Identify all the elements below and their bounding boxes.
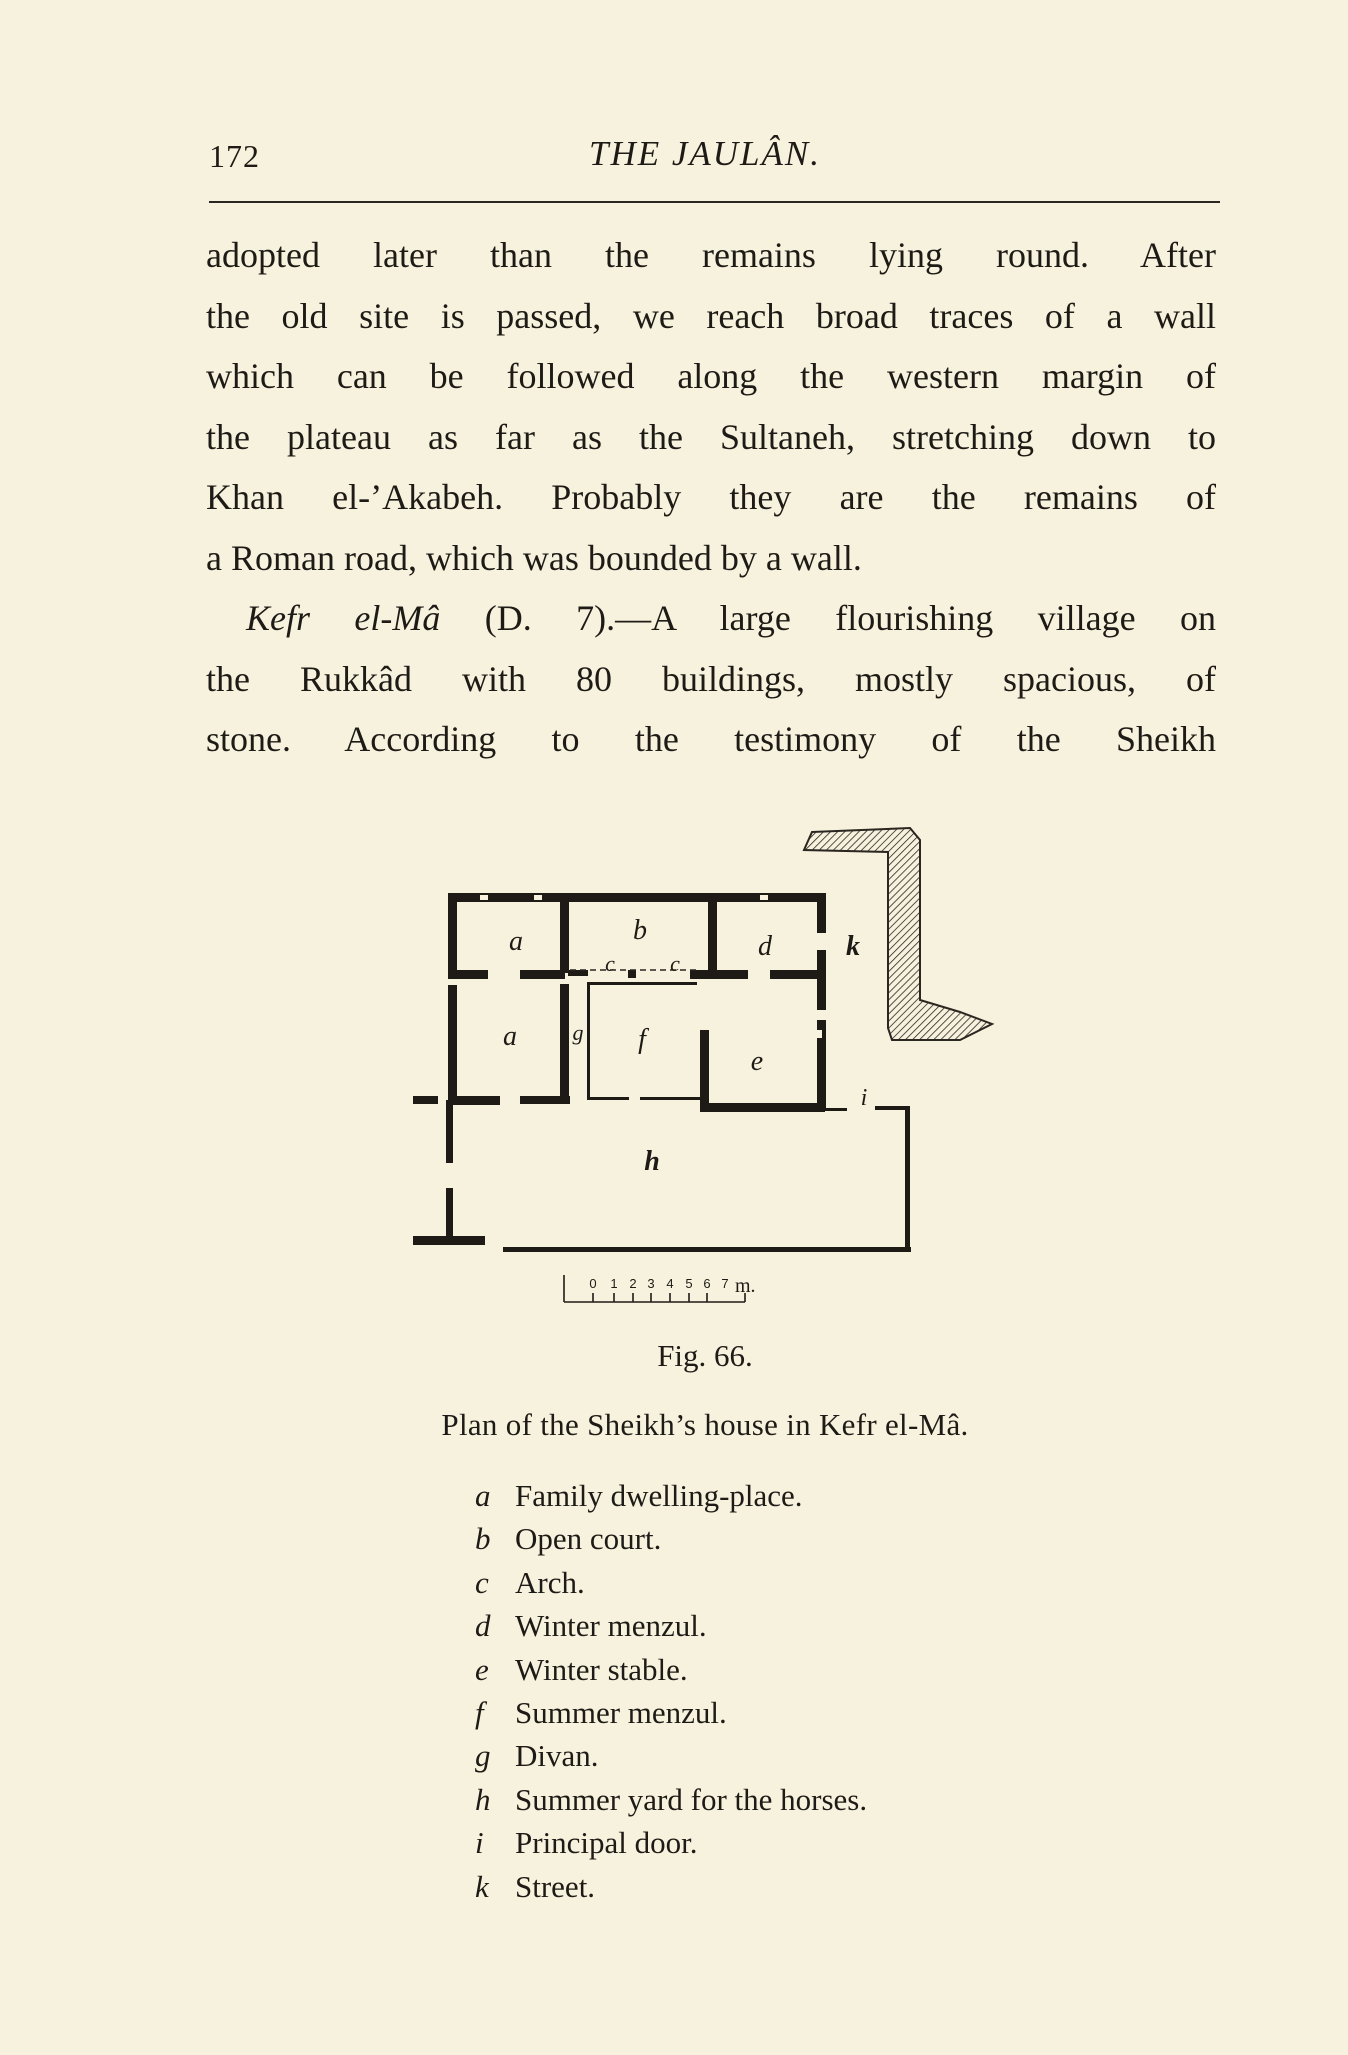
text-line: the old site is passed, we reach broad traces of a wall	[206, 295, 1216, 336]
label-g: g	[572, 1020, 584, 1045]
label-f: f	[638, 1024, 646, 1055]
text-line: Khan el-’Akabeh. Probably they are the remains of	[206, 477, 1216, 517]
label-c-right: c	[670, 951, 680, 976]
scale-bar	[564, 1275, 756, 1302]
text-line: which can be followed along the western margin of	[206, 356, 1216, 396]
legend-text: Winter menzul.	[515, 1608, 707, 1644]
legend-text: Winter stable.	[515, 1651, 688, 1687]
text-line: a Roman road, which was bounded by a wall.	[206, 537, 862, 578]
legend-key: i	[475, 1825, 484, 1861]
figure-label: Fig. 66.	[657, 1338, 753, 1373]
entry-line	[206, 588, 1216, 649]
scale-tick-5: 5	[685, 1276, 693, 1291]
label-i: i	[860, 1085, 868, 1111]
legend-text: Open court.	[515, 1521, 662, 1557]
entry-name: Kefr el-Mâ	[246, 598, 441, 638]
scale-unit: m.	[735, 1275, 756, 1297]
label-c-left: c	[605, 951, 615, 976]
label-a-bottom: a	[503, 1021, 517, 1052]
legend-key: d	[475, 1608, 491, 1644]
figure-legend	[475, 1474, 867, 1908]
legend-key: k	[475, 1868, 489, 1904]
text-line: the plateau as far as the Sultaneh, stretching down to	[206, 416, 1216, 457]
label-b: b	[633, 915, 647, 946]
scale-tick-0: 0	[589, 1276, 597, 1291]
legend-text: Family dwelling-place.	[515, 1478, 803, 1513]
label-e: e	[750, 1046, 764, 1077]
legend-key: e	[475, 1651, 489, 1687]
scale-tick-2: 2	[629, 1276, 637, 1291]
text-line: stone. According to the testimony of the Sheikh	[206, 719, 1216, 759]
scale-tick-4: 4	[666, 1276, 674, 1291]
legend-text: Divan.	[515, 1738, 599, 1774]
legend-text: Principal door.	[515, 1825, 698, 1861]
legend-item	[475, 1474, 867, 1517]
scale-tick-3: 3	[647, 1276, 655, 1291]
text-line: the Rukkâd with 80 buildings, mostly spacious, of	[206, 658, 1216, 699]
legend-key: b	[475, 1521, 491, 1557]
legend-item	[475, 1778, 867, 1821]
legend-item	[475, 1821, 867, 1864]
page-number: 172	[209, 138, 260, 174]
label-d: d	[758, 931, 772, 962]
legend-key: c	[475, 1564, 489, 1600]
label-k: k	[846, 931, 860, 962]
scale-tick-7: 7	[721, 1276, 729, 1291]
running-head: THE JAULÂN.	[589, 134, 821, 173]
legend-key: g	[475, 1738, 491, 1774]
legend-item	[475, 1604, 867, 1647]
scale-tick-6: 6	[703, 1276, 711, 1291]
legend-text: Street.	[515, 1868, 596, 1904]
figure-caption: Plan of the Sheikh’s house in Kefr el-Mâ.	[441, 1407, 969, 1442]
legend-item	[475, 1648, 867, 1691]
legend-key: h	[475, 1781, 491, 1817]
legend-text: Summer yard for the horses.	[515, 1781, 868, 1817]
house-plan	[400, 810, 1020, 1310]
legend-item	[475, 1691, 867, 1734]
legend-item	[475, 1561, 867, 1604]
legend-item	[475, 1734, 867, 1777]
door-marks	[480, 895, 822, 1038]
house-walls	[413, 893, 911, 1252]
scale-tick-1: 1	[610, 1276, 618, 1291]
label-h: h	[644, 1146, 660, 1177]
legend-key: a	[475, 1478, 491, 1513]
legend-item	[475, 1865, 867, 1908]
body-text	[206, 225, 1216, 770]
label-a-top: a	[509, 926, 523, 957]
entry-ref: (D. 7).—A large flourishing village on	[440, 598, 1216, 638]
text-line: adopted later than the remains lying round. After	[206, 235, 1216, 275]
legend-item	[475, 1517, 867, 1560]
header-rule	[209, 201, 1220, 203]
street-wall	[804, 828, 992, 1040]
legend-text: Arch.	[515, 1564, 585, 1600]
legend-text: Summer menzul.	[515, 1695, 727, 1731]
legend-key: f	[475, 1695, 484, 1731]
